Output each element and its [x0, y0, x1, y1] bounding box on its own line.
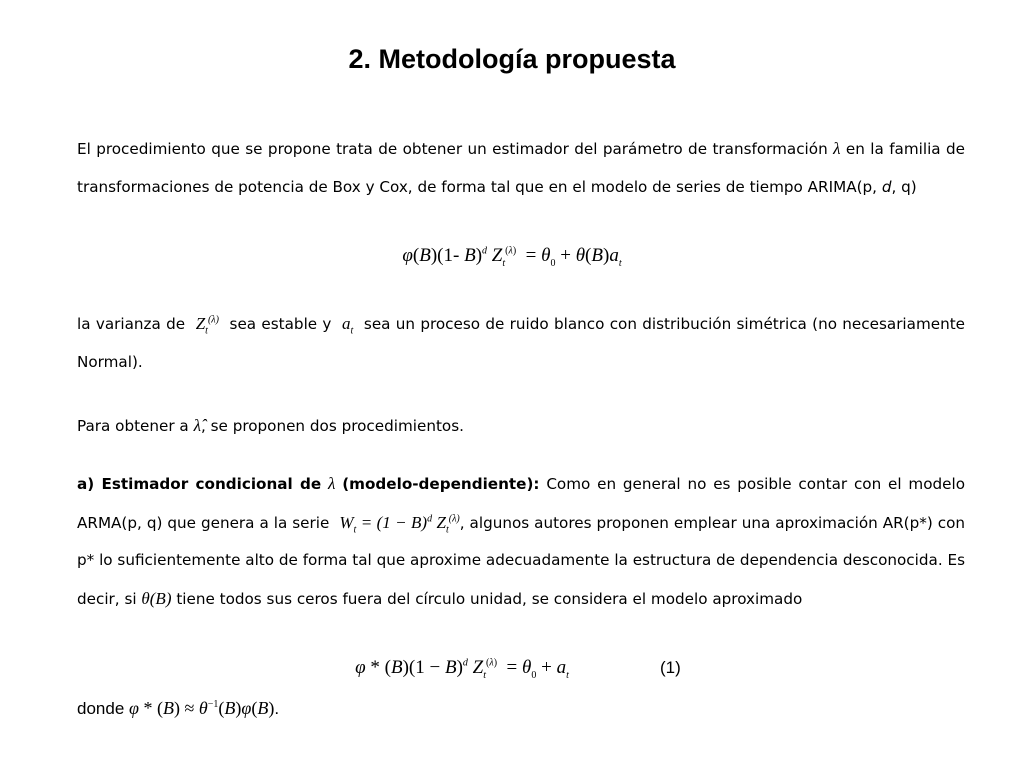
varianza-text-c: sea un proceso de ruido blanco con distribución simétrica (no necesariamente Normal). — [77, 315, 966, 371]
donde-label: donde — [77, 699, 125, 718]
intro-d: d — [881, 177, 892, 196]
equation-arima — [0, 245, 1024, 267]
estimador-heading-a: a) Estimador condicional de — [77, 475, 322, 493]
equation-number: (1) — [660, 658, 681, 677]
estimador-text-c: tiene todos sus ceros fuera del círculo unidad, se considera el modelo aproximado — [176, 589, 803, 608]
zt-lambda-symbol: $Z_t^{(\lambda)}$ — [195, 314, 219, 337]
wt-formula: $W_t = (1 - B)^d$ $Z_t^{(\lambda)}$ — [339, 512, 460, 535]
proc-text-b: , se proponen dos procedimientos. — [200, 417, 464, 435]
donde-end: . — [274, 699, 280, 718]
donde-formula: $\varphi * (B) \approx \theta^{-1}(B)\varphi(B)$ — [129, 698, 275, 718]
estimador-text-b: , algunos autores proponen emplear una aproximación AR(p*) con p* lo suficientemente alto de forma tal que aproxime adecuadamente la estructura de dependencia desconocida. Es decir, si — [77, 513, 966, 608]
varianza-text-b: sea estable y — [229, 315, 332, 333]
equation-ar-aprox-body: $\varphi * (B)(1 - B)^d$ $Z_t^{(\lambda)} = \theta_0 + a_t$ — [355, 657, 569, 681]
theta-b-symbol: θ(B) — [141, 588, 172, 608]
donde-line — [77, 698, 279, 719]
at-symbol: $a_t$ — [342, 314, 354, 337]
estimador-text-a: Como en general no es posible contar con el modelo ARMA(p, q) que genera a la serie — [77, 475, 966, 532]
varianza-text-a: la varianza de — [77, 315, 186, 333]
lambda-symbol-2: λ — [328, 474, 336, 493]
intro-text-a: El procedimiento que se propone trata de obtener un estimador del parámetro de transformación — [77, 140, 828, 158]
intro-text-b: en la familia de transformaciones de potencia de Box y Cox, de forma tal que en el modelo de series de tiempo ARIMA(p, — [77, 140, 965, 196]
lambda-hat-symbol: λ̂ — [193, 416, 201, 435]
equation-ar-aprox — [0, 657, 1024, 679]
paragraph-procedimientos — [77, 407, 965, 446]
estimador-heading-b: (modelo-dependiente): — [342, 475, 540, 493]
intro-text-c: , q) — [891, 177, 917, 196]
proc-text-a: Para obtener a — [77, 417, 189, 435]
lambda-symbol: λ — [833, 139, 841, 158]
paragraph-varianza — [77, 305, 965, 381]
paragraph-intro — [77, 130, 965, 206]
equation-arima-body: φ(B)(1- B)$^d$ $Z_t^{(\lambda)} = \theta_0 + \theta(B)a_t$ — [402, 245, 622, 269]
slide-title: 2. Metodología propuesta — [348, 44, 676, 74]
paragraph-estimador — [77, 465, 965, 618]
